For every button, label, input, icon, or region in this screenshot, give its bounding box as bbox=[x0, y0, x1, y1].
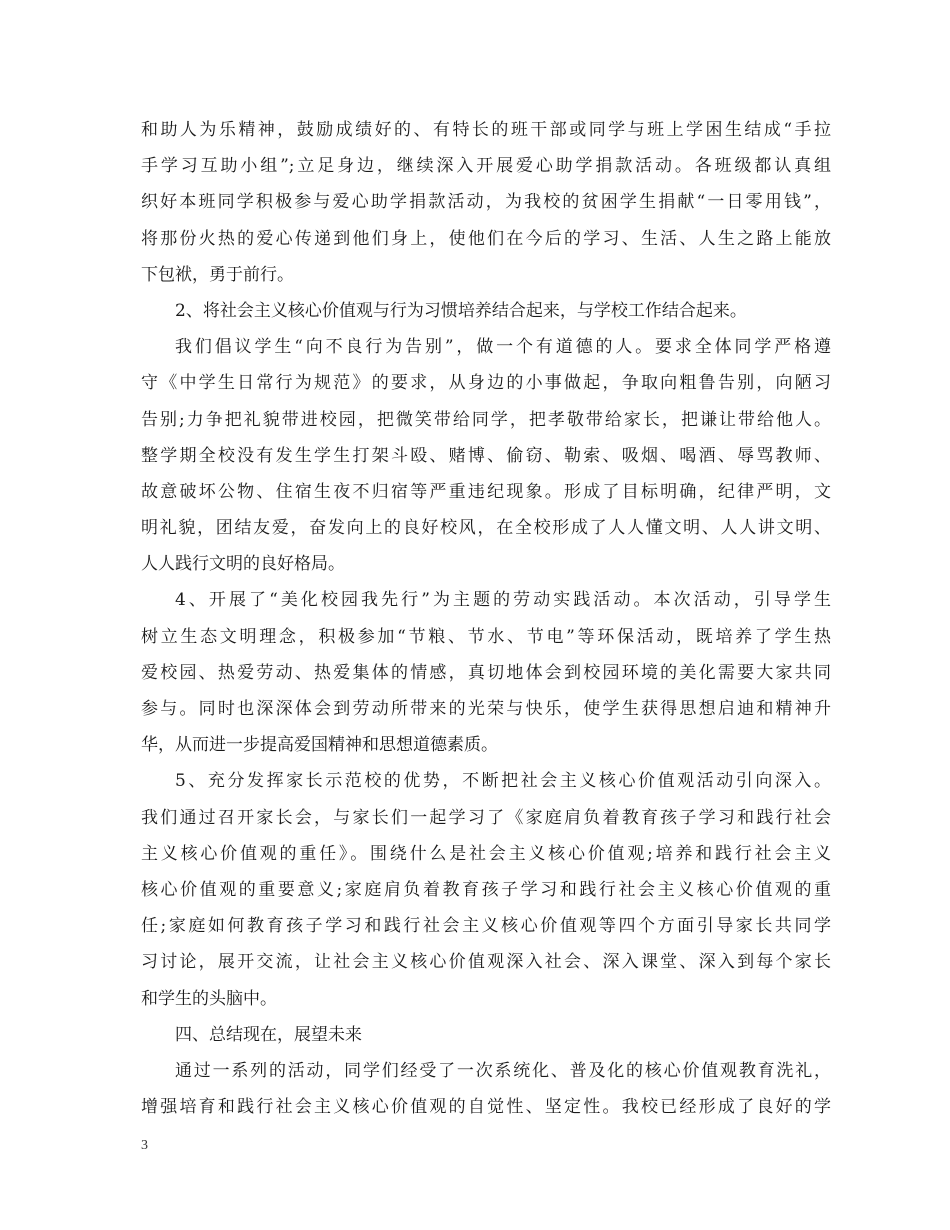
text-line: 我们倡议学生“向不良行为告别”，做一个有道德的人。要求全体同学严格遵 bbox=[175, 337, 831, 358]
text-line: 守《中学生日常行为规范》的要求，从身边的小事做起，争取向粗鲁告别，向陋习 bbox=[141, 373, 831, 394]
text-line: 故意破坏公物、住宿生夜不归宿等严重违纪现象。形成了目标明确，纪律严明，文 bbox=[141, 481, 831, 502]
text-line: 4、开展了“美化校园我先行”为主题的劳动实践活动。本次活动，引导学生 bbox=[175, 590, 831, 611]
text-line: 核心价值观的重要意义;家庭肩负着教育孩子学习和践行社会主义核心价值观的重 bbox=[141, 879, 831, 900]
text-line: 下包袱，勇于前行。 bbox=[141, 264, 294, 285]
text-line: 树立生态文明理念，积极参加“节粮、节水、节电”等环保活动，既培养了学生热 bbox=[141, 626, 831, 647]
text-line: 整学期全校没有发生学生打架斗殴、赌博、偷窃、勒索、吸烟、喝酒、辱骂教师、 bbox=[141, 445, 831, 466]
text-line: 5、充分发挥家长示范校的优势，不断把社会主义核心价值观活动引向深入。 bbox=[175, 771, 831, 792]
text-line: 增强培育和践行社会主义核心价值观的自觉性、坚定性。我校已经形成了良好的学 bbox=[141, 1097, 831, 1118]
text-line: 明礼貌，团结友爱，奋发向上的良好校风，在全校形成了人人懂文明、人人讲文明、 bbox=[141, 518, 831, 539]
text-line: 四、总结现在，展望未来 bbox=[175, 1024, 362, 1045]
text-line: 习讨论，展开交流，让社会主义核心价值观深入社会、深入课堂、深入到每个家长 bbox=[141, 952, 831, 973]
text-line: 通过一系列的活动，同学们经受了一次系统化、普及化的核心价值观教育洗礼， bbox=[175, 1060, 831, 1081]
text-line: 手学习互助小组”;立足身边，继续深入开展爱心助学捐款活动。各班级都认真组 bbox=[141, 156, 831, 177]
text-line: 2、将社会主义核心价值观与行为习惯培养结合起来，与学校工作结合起来。 bbox=[175, 300, 747, 321]
text-line: 参与。同时也深深体会到劳动所带来的光荣与快乐，使学生获得思想启迪和精神升 bbox=[141, 699, 831, 719]
text-line: 告别;力争把礼貌带进校园，把微笑带给同学，把孝敬带给家长，把谦让带给他人。 bbox=[141, 409, 831, 430]
text-line: 主义核心价值观的重任》。围绕什么是社会主义核心价值观;培养和践行社会主义 bbox=[141, 843, 831, 864]
text-line: 爱校园、热爱劳动、热爱集体的情感，真切地体会到校园环境的美化需要大家共同 bbox=[141, 662, 831, 683]
text-line: 和学生的头脑中。 bbox=[141, 988, 277, 1009]
text-line: 我们通过召开家长会，与家长们一起学习了《家庭肩负着教育孩子学习和践行社会 bbox=[141, 807, 831, 828]
text-line: 和助人为乐精神，鼓励成绩好的、有特长的班干部或同学与班上学困生结成“手拉 bbox=[141, 120, 831, 140]
text-line: 织好本班同学积极参与爱心助学捐款活动，为我校的贫困学生捐献“一日零用钱”， bbox=[141, 192, 831, 213]
text-line: 华，从而进一步提高爱国精神和思想道德素质。 bbox=[141, 735, 498, 756]
page-number: 3 bbox=[141, 1138, 148, 1153]
body-text bbox=[141, 112, 831, 1125]
text-line: 人人践行文明的良好格局。 bbox=[141, 554, 345, 575]
text-line: 任;家庭如何教育孩子学习和践行社会主义核心价值观等四个方面引导家长共同学 bbox=[141, 916, 831, 937]
text-line: 将那份火热的爱心传递到他们身上，使他们在今后的学习、生活、人生之路上能放 bbox=[141, 228, 831, 249]
